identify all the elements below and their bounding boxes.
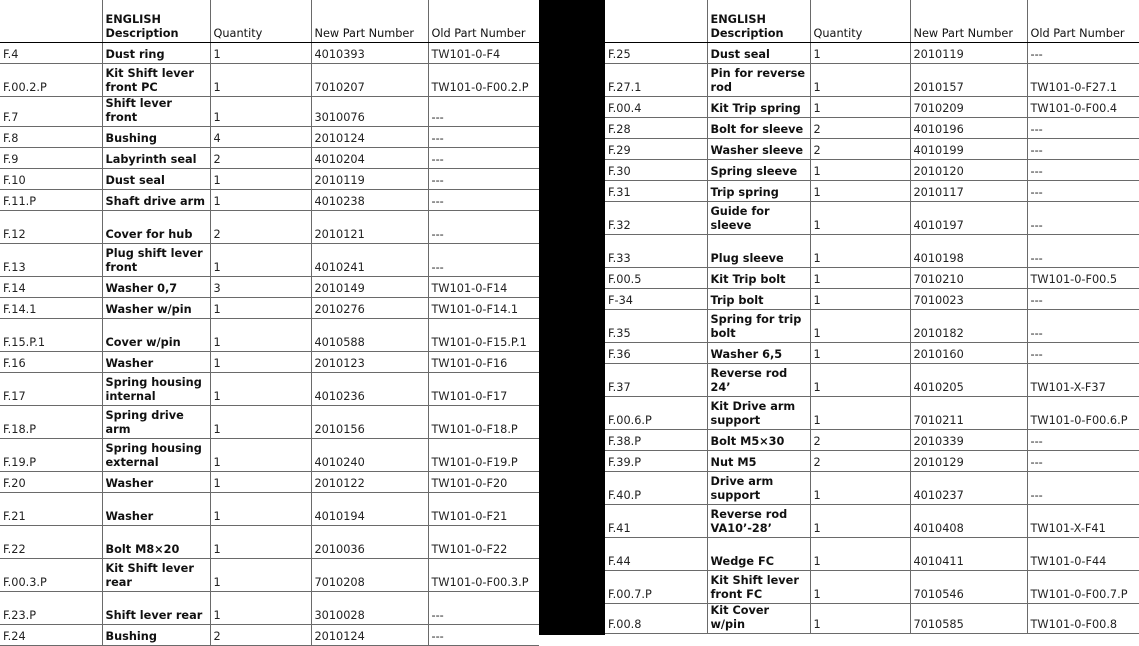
old-part-number-cell: TW101-0-F44	[1027, 537, 1139, 570]
description-header: ENGLISH Description	[102, 0, 210, 42]
table-row	[605, 159, 1139, 180]
table-row	[0, 405, 539, 438]
part-code-cell: F.39.P	[605, 450, 707, 471]
part-code-cell: F.13	[0, 243, 102, 276]
old-part-number-cell: ---	[1027, 309, 1139, 342]
description-cell: Washer 6,5	[707, 342, 810, 363]
table-row	[605, 63, 1139, 96]
table-row	[605, 342, 1139, 363]
description-cell: Spring housing internal	[102, 372, 210, 405]
table-row	[605, 471, 1139, 504]
quantity-cell: 1	[810, 396, 910, 429]
description-cell: Shift lever front	[102, 96, 210, 126]
quantity-cell: 1	[210, 42, 311, 63]
quantity-cell: 1	[210, 96, 311, 126]
quantity-cell: 1	[810, 42, 910, 63]
old-part-number-cell: TW101-0-F14.1	[428, 297, 539, 318]
description-cell: Trip spring	[707, 180, 810, 201]
description-cell: Spring drive arm	[102, 405, 210, 438]
table-row	[605, 363, 1139, 396]
table-row	[0, 492, 539, 525]
description-cell: Spring for trip bolt	[707, 309, 810, 342]
old-part-number-cell: TW101-0-F00.2.P	[428, 63, 539, 96]
part-code-cell: F.20	[0, 471, 102, 492]
part-code-cell: F.40.P	[605, 471, 707, 504]
old-part-number-cell: ---	[1027, 42, 1139, 63]
part-code-cell: F.44	[605, 537, 707, 570]
description-cell: Spring sleeve	[707, 159, 810, 180]
new-part-number-cell: 2010182	[910, 309, 1027, 342]
part-code-cell: F.38.P	[605, 429, 707, 450]
part-code-cell: F.10	[0, 168, 102, 189]
description-cell: Bolt M8×20	[102, 525, 210, 558]
part-code-cell: F.28	[605, 117, 707, 138]
quantity-cell: 1	[210, 318, 311, 351]
part-code-cell: F.00.3.P	[0, 558, 102, 591]
old-part-number-cell: ---	[1027, 234, 1139, 267]
description-cell: Cover w/pin	[102, 318, 210, 351]
part-code-cell: F.21	[0, 492, 102, 525]
new-part-number-cell: 4010194	[311, 492, 428, 525]
table-row	[605, 96, 1139, 117]
old-part-number-cell: ---	[1027, 450, 1139, 471]
description-cell: Bushing	[102, 624, 210, 645]
description-cell: Kit Shift lever front PC	[102, 63, 210, 96]
old-part-number-cell: TW101-0-F27.1	[1027, 63, 1139, 96]
new-part-number-cell: 2010120	[910, 159, 1027, 180]
part-code-cell: F.00.4	[605, 96, 707, 117]
part-code-cell: F.00.6.P	[605, 396, 707, 429]
quantity-cell: 1	[210, 492, 311, 525]
old-part-number-cell: TW101-0-F22	[428, 525, 539, 558]
part-code-cell: F.00.8	[605, 603, 707, 633]
new-part-number-header: New Part Number	[910, 0, 1027, 42]
new-part-number-header: New Part Number	[311, 0, 428, 42]
description-cell: Kit Trip spring	[707, 96, 810, 117]
quantity-cell: 1	[810, 537, 910, 570]
part-code-cell: F.29	[605, 138, 707, 159]
quantity-cell: 1	[810, 309, 910, 342]
quantity-cell: 2	[810, 117, 910, 138]
quantity-cell: 1	[210, 438, 311, 471]
old-part-number-cell: TW101-0-F19.P	[428, 438, 539, 471]
old-part-number-cell: ---	[428, 243, 539, 276]
description-cell: Drive arm support	[707, 471, 810, 504]
new-part-number-cell: 2010124	[311, 126, 428, 147]
old-part-number-cell: ---	[1027, 138, 1139, 159]
part-code-cell: F.7	[0, 96, 102, 126]
table-row	[605, 429, 1139, 450]
quantity-cell: 2	[210, 624, 311, 645]
description-cell: Dust seal	[102, 168, 210, 189]
part-code-cell: F.18.P	[0, 405, 102, 438]
description-cell: Guide for sleeve	[707, 201, 810, 234]
new-part-number-cell: 4010197	[910, 201, 1027, 234]
quantity-cell: 1	[210, 591, 311, 624]
part-code-cell: F.24	[0, 624, 102, 645]
description-cell: Wedge FC	[707, 537, 810, 570]
new-part-number-cell: 7010208	[311, 558, 428, 591]
table-row	[0, 471, 539, 492]
old-part-number-cell: TW101-X-F41	[1027, 504, 1139, 537]
old-part-number-cell: TW101-0-F20	[428, 471, 539, 492]
black-divider-band	[539, 0, 605, 635]
quantity-cell: 4	[210, 126, 311, 147]
description-cell: Washer	[102, 351, 210, 372]
description-cell: Kit Shift lever front FC	[707, 570, 810, 603]
new-part-number-cell: 4010199	[910, 138, 1027, 159]
description-cell: Nut M5	[707, 450, 810, 471]
new-part-number-cell: 2010276	[311, 297, 428, 318]
quantity-cell: 2	[210, 210, 311, 243]
quantity-cell: 1	[210, 189, 311, 210]
description-cell: Kit Shift lever rear	[102, 558, 210, 591]
new-part-number-cell: 7010211	[910, 396, 1027, 429]
new-part-number-cell: 2010157	[910, 63, 1027, 96]
old-part-number-cell: TW101-0-F00.5	[1027, 267, 1139, 288]
old-part-number-cell: ---	[1027, 117, 1139, 138]
old-part-number-cell: ---	[1027, 342, 1139, 363]
new-part-number-cell: 4010198	[910, 234, 1027, 267]
old-part-number-cell: ---	[428, 210, 539, 243]
quantity-cell: 2	[810, 450, 910, 471]
old-part-number-cell: TW101-0-F15.P.1	[428, 318, 539, 351]
description-cell: Washer sleeve	[707, 138, 810, 159]
old-part-number-cell: TW101-0-F00.7.P	[1027, 570, 1139, 603]
old-part-number-cell: TW101-0-F00.3.P	[428, 558, 539, 591]
new-part-number-cell: 4010241	[311, 243, 428, 276]
quantity-header: Quantity	[210, 0, 311, 42]
table-row	[0, 297, 539, 318]
quantity-cell: 1	[810, 180, 910, 201]
description-cell: Labyrinth seal	[102, 147, 210, 168]
old-part-number-header: Old Part Number	[1027, 0, 1139, 42]
quantity-cell: 1	[810, 267, 910, 288]
description-cell: Dust ring	[102, 42, 210, 63]
part-code-cell: F.8	[0, 126, 102, 147]
quantity-cell: 1	[210, 558, 311, 591]
table-row	[605, 450, 1139, 471]
quantity-cell: 1	[810, 96, 910, 117]
new-part-number-cell: 4010204	[311, 147, 428, 168]
new-part-number-cell: 4010238	[311, 189, 428, 210]
part-code-cell: F.41	[605, 504, 707, 537]
old-part-number-cell: TW101-0-F00.4	[1027, 96, 1139, 117]
description-cell: Shift lever rear	[102, 591, 210, 624]
part-code-cell: F.32	[605, 201, 707, 234]
old-part-number-cell: TW101-0-F21	[428, 492, 539, 525]
quantity-cell: 2	[210, 147, 311, 168]
part-code-cell: F.15.P.1	[0, 318, 102, 351]
part-code-cell: F.12	[0, 210, 102, 243]
description-cell: Reverse rod VA10’-28’	[707, 504, 810, 537]
old-part-number-cell: TW101-0-F17	[428, 372, 539, 405]
old-part-number-cell: ---	[428, 147, 539, 168]
old-part-number-header: Old Part Number	[428, 0, 539, 42]
new-part-number-cell: 2010339	[910, 429, 1027, 450]
part-code-cell: F.37	[605, 363, 707, 396]
quantity-cell: 1	[810, 603, 910, 633]
table-row	[0, 438, 539, 471]
quantity-cell: 1	[210, 471, 311, 492]
part-code-cell: F.35	[605, 309, 707, 342]
part-code-cell: F.22	[0, 525, 102, 558]
new-part-number-cell: 7010546	[910, 570, 1027, 603]
part-code-cell: F.00.2.P	[0, 63, 102, 96]
quantity-cell: 1	[810, 342, 910, 363]
part-code-cell: F.11.P	[0, 189, 102, 210]
quantity-cell: 2	[810, 138, 910, 159]
quantity-header: Quantity	[810, 0, 910, 42]
table-row	[0, 372, 539, 405]
description-cell: Dust seal	[707, 42, 810, 63]
description-header: ENGLISH Description	[707, 0, 810, 42]
quantity-cell: 1	[810, 288, 910, 309]
new-part-number-cell: 4010205	[910, 363, 1027, 396]
old-part-number-cell: ---	[428, 168, 539, 189]
quantity-cell: 1	[210, 351, 311, 372]
description-cell: Washer	[102, 492, 210, 525]
old-part-number-cell: TW101-0-F16	[428, 351, 539, 372]
new-part-number-cell: 4010236	[311, 372, 428, 405]
old-part-number-cell: ---	[428, 126, 539, 147]
part-code-cell: F.4	[0, 42, 102, 63]
description-cell: Washer w/pin	[102, 297, 210, 318]
old-part-number-cell: TW101-0-F14	[428, 276, 539, 297]
old-part-number-cell: ---	[1027, 471, 1139, 504]
table-row	[605, 234, 1139, 267]
table-row	[0, 351, 539, 372]
new-part-number-cell: 7010209	[910, 96, 1027, 117]
description-cell: Kit Drive arm support	[707, 396, 810, 429]
old-part-number-cell: TW101-0-F4	[428, 42, 539, 63]
description-cell: Trip bolt	[707, 288, 810, 309]
description-cell: Reverse rod 24’	[707, 363, 810, 396]
new-part-number-cell: 4010408	[910, 504, 1027, 537]
table-row	[605, 309, 1139, 342]
part-code-cell: F.9	[0, 147, 102, 168]
table-row	[0, 189, 539, 210]
new-part-number-cell: 4010240	[311, 438, 428, 471]
new-part-number-cell: 2010123	[311, 351, 428, 372]
code-header	[605, 0, 707, 42]
quantity-cell: 1	[210, 243, 311, 276]
quantity-cell: 1	[810, 363, 910, 396]
new-part-number-cell: 7010023	[910, 288, 1027, 309]
part-code-cell: F-34	[605, 288, 707, 309]
part-code-cell: F.19.P	[0, 438, 102, 471]
old-part-number-cell: ---	[1027, 159, 1139, 180]
new-part-number-cell: 3010028	[311, 591, 428, 624]
new-part-number-cell: 4010393	[311, 42, 428, 63]
new-part-number-cell: 2010149	[311, 276, 428, 297]
table-row	[605, 603, 1139, 633]
new-part-number-cell: 4010411	[910, 537, 1027, 570]
table-row	[605, 117, 1139, 138]
quantity-cell: 1	[810, 201, 910, 234]
code-header	[0, 0, 102, 42]
part-code-cell: F.31	[605, 180, 707, 201]
old-part-number-cell: TW101-0-F00.8	[1027, 603, 1139, 633]
table-row	[605, 42, 1139, 63]
new-part-number-cell: 2010121	[311, 210, 428, 243]
part-code-cell: F.25	[605, 42, 707, 63]
parts-table-left	[0, 0, 539, 646]
new-part-number-cell: 4010588	[311, 318, 428, 351]
description-cell: Shaft drive arm	[102, 189, 210, 210]
header-row	[0, 0, 539, 42]
part-code-cell: F.14.1	[0, 297, 102, 318]
table-row	[0, 96, 539, 126]
table-row	[0, 591, 539, 624]
table-row	[0, 318, 539, 351]
table-row	[605, 138, 1139, 159]
quantity-cell: 1	[210, 405, 311, 438]
description-cell: Washer	[102, 471, 210, 492]
part-code-cell: F.14	[0, 276, 102, 297]
quantity-cell: 2	[810, 429, 910, 450]
new-part-number-cell: 4010196	[910, 117, 1027, 138]
old-part-number-cell: TW101-0-F00.6.P	[1027, 396, 1139, 429]
new-part-number-cell: 2010119	[910, 42, 1027, 63]
new-part-number-cell: 2010036	[311, 525, 428, 558]
old-part-number-cell: ---	[1027, 201, 1139, 234]
old-part-number-cell: TW101-X-F37	[1027, 363, 1139, 396]
description-cell: Pin for reverse rod	[707, 63, 810, 96]
table-row	[605, 288, 1139, 309]
old-part-number-cell: ---	[1027, 429, 1139, 450]
part-code-cell: F.17	[0, 372, 102, 405]
quantity-cell: 1	[210, 63, 311, 96]
table-row	[0, 63, 539, 96]
table-row	[0, 525, 539, 558]
quantity-cell: 3	[210, 276, 311, 297]
part-code-cell: F.33	[605, 234, 707, 267]
parts-table-right	[605, 0, 1139, 634]
table-row	[605, 570, 1139, 603]
part-code-cell: F.27.1	[605, 63, 707, 96]
old-part-number-cell: ---	[428, 189, 539, 210]
quantity-cell: 1	[810, 471, 910, 504]
new-part-number-cell: 2010122	[311, 471, 428, 492]
table-row	[605, 267, 1139, 288]
quantity-cell: 1	[810, 159, 910, 180]
quantity-cell: 1	[210, 297, 311, 318]
description-cell: Spring housing external	[102, 438, 210, 471]
old-part-number-cell: ---	[1027, 288, 1139, 309]
quantity-cell: 1	[210, 525, 311, 558]
header-row	[605, 0, 1139, 42]
new-part-number-cell: 4010237	[910, 471, 1027, 504]
quantity-cell: 1	[810, 63, 910, 96]
old-part-number-cell: ---	[428, 624, 539, 645]
part-code-cell: F.30	[605, 159, 707, 180]
table-row	[0, 243, 539, 276]
old-part-number-cell: TW101-0-F18.P	[428, 405, 539, 438]
description-cell: Bolt M5×30	[707, 429, 810, 450]
part-code-cell: F.36	[605, 342, 707, 363]
table-row	[0, 168, 539, 189]
table-row	[605, 180, 1139, 201]
new-part-number-cell: 2010117	[910, 180, 1027, 201]
description-cell: Bolt for sleeve	[707, 117, 810, 138]
description-cell: Plug sleeve	[707, 234, 810, 267]
description-cell: Kit Cover w/pin	[707, 603, 810, 633]
table-row	[0, 126, 539, 147]
part-code-cell: F.16	[0, 351, 102, 372]
table-row	[0, 276, 539, 297]
table-row	[0, 42, 539, 63]
part-code-cell: F.00.7.P	[605, 570, 707, 603]
new-part-number-cell: 2010124	[311, 624, 428, 645]
new-part-number-cell: 7010210	[910, 267, 1027, 288]
quantity-cell: 1	[810, 570, 910, 603]
new-part-number-cell: 2010129	[910, 450, 1027, 471]
table-row	[605, 504, 1139, 537]
new-part-number-cell: 2010160	[910, 342, 1027, 363]
quantity-cell: 1	[810, 504, 910, 537]
description-cell: Plug shift lever front	[102, 243, 210, 276]
table-row	[0, 147, 539, 168]
description-cell: Kit Trip bolt	[707, 267, 810, 288]
table-row	[605, 537, 1139, 570]
description-cell: Cover for hub	[102, 210, 210, 243]
table-row	[0, 210, 539, 243]
table-row	[605, 396, 1139, 429]
description-cell: Washer 0,7	[102, 276, 210, 297]
new-part-number-cell: 3010076	[311, 96, 428, 126]
description-cell: Bushing	[102, 126, 210, 147]
part-code-cell: F.23.P	[0, 591, 102, 624]
new-part-number-cell: 7010585	[910, 603, 1027, 633]
part-code-cell: F.00.5	[605, 267, 707, 288]
new-part-number-cell: 2010119	[311, 168, 428, 189]
old-part-number-cell: ---	[428, 96, 539, 126]
new-part-number-cell: 7010207	[311, 63, 428, 96]
new-part-number-cell: 2010156	[311, 405, 428, 438]
old-part-number-cell: ---	[428, 591, 539, 624]
table-row	[605, 201, 1139, 234]
old-part-number-cell: ---	[1027, 180, 1139, 201]
quantity-cell: 1	[810, 234, 910, 267]
quantity-cell: 1	[210, 372, 311, 405]
quantity-cell: 1	[210, 168, 311, 189]
table-row	[0, 558, 539, 591]
